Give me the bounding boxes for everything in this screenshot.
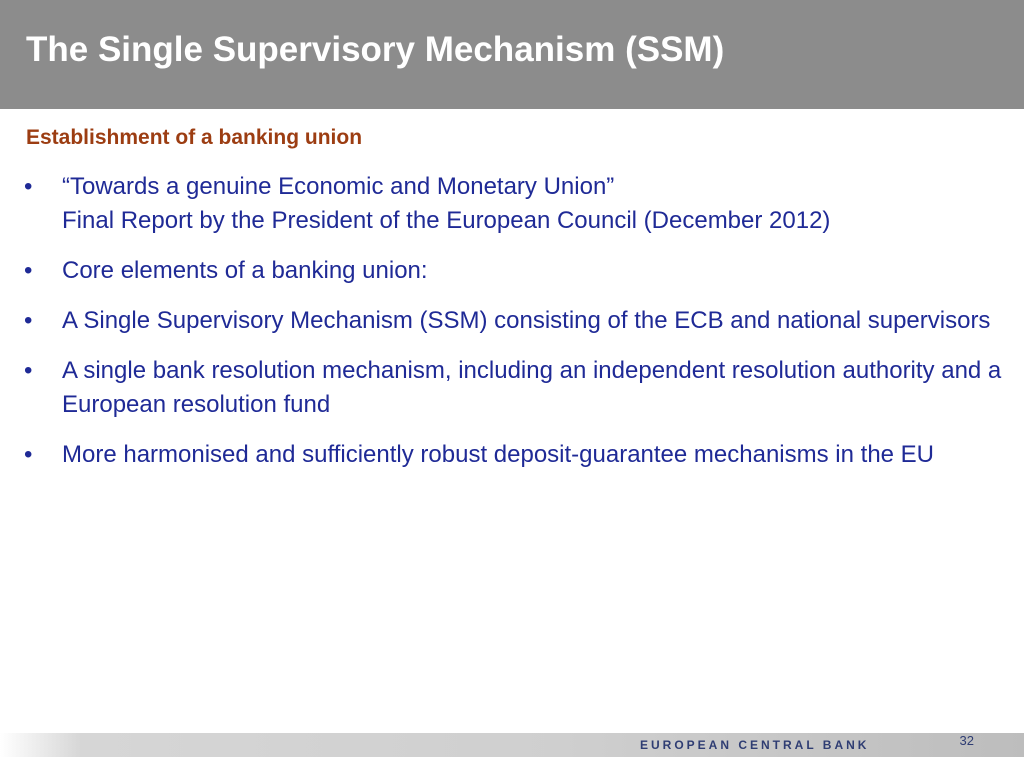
bullet-marker: • bbox=[24, 173, 33, 200]
slide-title: The Single Supervisory Mechanism (SSM) bbox=[26, 30, 725, 69]
footer-bar bbox=[0, 733, 1024, 757]
bullet-marker: • bbox=[24, 441, 33, 468]
bullet-marker: • bbox=[24, 257, 33, 284]
bullet-text-report-title: “Towards a genuine Economic and Monetary Union” bbox=[62, 173, 615, 200]
bullet-text-core-elements: Core elements of a banking union: bbox=[62, 257, 428, 284]
bullet-text-ssm: A Single Supervisory Mechanism (SSM) consisting of the ECB and national supervisors bbox=[62, 307, 991, 334]
footer-brand: EUROPEAN CENTRAL BANK bbox=[640, 738, 870, 752]
bullet-text-report-source: Final Report by the President of the European Council (December 2012) bbox=[62, 207, 831, 234]
bullet-marker: • bbox=[24, 357, 33, 384]
bullet-item-report bbox=[20, 170, 1010, 238]
bullet-item-ssm bbox=[20, 304, 1010, 338]
bullet-marker: • bbox=[24, 307, 33, 334]
bullet-text-deposit-guarantee: More harmonised and sufficiently robust deposit-guarantee mechanisms in the EU bbox=[62, 441, 935, 468]
bullet-item-core-elements bbox=[20, 254, 1010, 288]
page-number: 32 bbox=[959, 733, 974, 748]
slide-subtitle: Establishment of a banking union bbox=[26, 126, 363, 149]
bullet-list bbox=[20, 170, 1010, 488]
bullet-item-deposit-guarantee bbox=[20, 438, 1010, 472]
bullet-item-resolution bbox=[20, 354, 1010, 422]
bullet-text-resolution: A single bank resolution mechanism, including an independent resolution authority and a European resolution fund bbox=[62, 357, 1002, 418]
